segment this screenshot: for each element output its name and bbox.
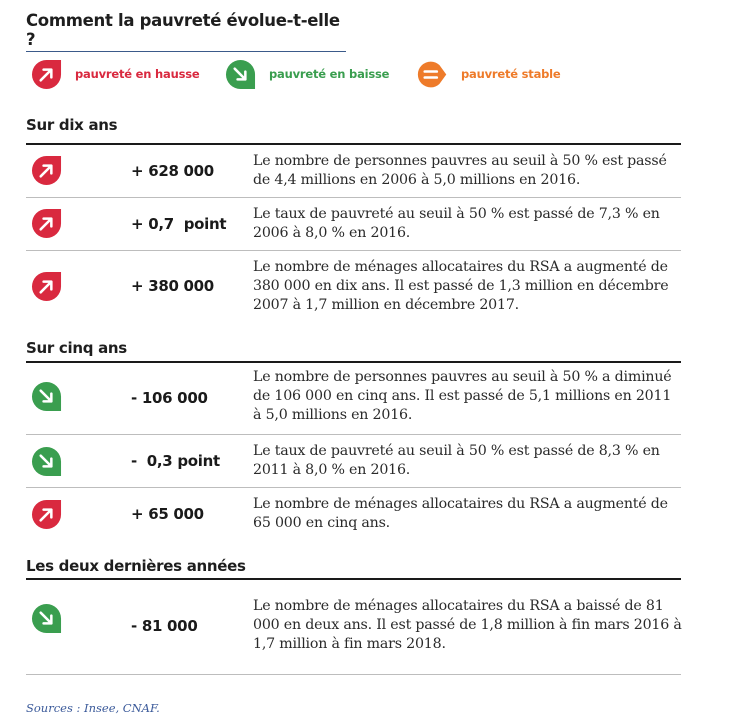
row-value: + 0,7 point <box>131 215 227 233</box>
section-title: Les deux dernières années <box>26 557 246 575</box>
row-value: + 65 000 <box>131 505 204 523</box>
arrow-up-right-icon <box>31 499 62 530</box>
legend-item-down <box>225 58 389 90</box>
row-description: Le nombre de ménages allocataires du RSA a baissé de 81 000 en deux ans. Il est passé de 1,8 million à fin mars 2016 à 1,7 million à fin mars 2018. <box>253 598 682 652</box>
row-description: Le taux de pauvreté au seuil à 50 % est passé de 7,3 % en 2006 à 8,0 % en 2016. <box>253 206 660 241</box>
sources-note: Sources : Insee, CNAF. <box>26 701 160 715</box>
page-title: Comment la pauvreté évolue-t-elle ? <box>26 11 346 52</box>
arrow-up-right-icon <box>31 59 62 90</box>
legend-item-up <box>31 58 199 90</box>
table-row <box>26 145 681 198</box>
table-row <box>26 198 681 251</box>
arrow-down-right-icon <box>31 381 62 412</box>
legend-label: pauvreté en baisse <box>269 67 390 81</box>
table-row <box>26 488 681 540</box>
row-description: Le nombre de personnes pauvres au seuil à 50 % a diminué de 106 000 en cinq ans. Il est passé de 5,1 millions en 2011 à 5,0 millions en 2016. <box>253 369 672 423</box>
row-description: Le nombre de ménages allocataires du RSA a augmenté de 65 000 en cinq ans. <box>253 496 668 531</box>
legend-label: pauvreté en hausse <box>75 67 200 81</box>
row-value: - 106 000 <box>131 389 208 407</box>
section-title: Sur cinq ans <box>26 339 127 357</box>
row-description: Le nombre de personnes pauvres au seuil à 50 % est passé de 4,4 millions en 2006 à 5,0 millions en 2016. <box>253 153 667 188</box>
table-row <box>26 363 681 435</box>
table-row <box>26 580 681 675</box>
arrow-down-right-icon <box>225 59 256 90</box>
legend-label: pauvreté stable <box>461 67 561 81</box>
row-description: Le nombre de ménages allocataires du RSA a augmenté de 380 000 en dix ans. Il est passé de 1,3 million en décembre 2007 à 1,7 million en décembre 2017. <box>253 259 669 313</box>
arrow-up-right-icon <box>31 271 62 302</box>
arrow-down-right-icon <box>31 603 62 634</box>
row-value: - 0,3 point <box>131 452 220 470</box>
row-description: Le taux de pauvreté au seuil à 50 % est passé de 8,3 % en 2011 à 8,0 % en 2016. <box>253 443 660 478</box>
row-value: + 380 000 <box>131 277 214 295</box>
legend <box>31 58 731 90</box>
section-title: Sur dix ans <box>26 116 118 134</box>
arrow-down-right-icon <box>31 446 62 477</box>
arrow-up-right-icon <box>31 155 62 186</box>
row-value: - 81 000 <box>131 617 198 635</box>
arrow-up-right-icon <box>31 208 62 239</box>
table-row <box>26 251 681 333</box>
row-value: + 628 000 <box>131 162 214 180</box>
legend-item-stable <box>417 58 561 90</box>
equals-icon <box>417 59 448 90</box>
table-row <box>26 435 681 488</box>
